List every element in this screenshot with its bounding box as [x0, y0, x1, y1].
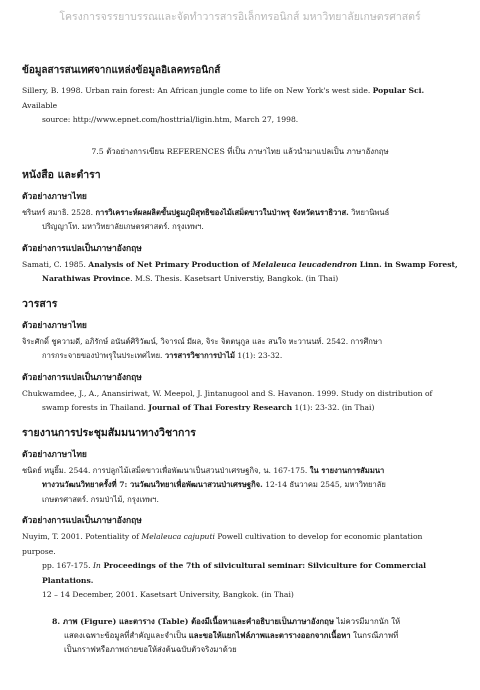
note-text: ไม่ควรมีมากนัก ให้ [333, 616, 401, 626]
thai-example-label: ตัวอย่างภาษาไทย [22, 191, 87, 202]
ref-title: ทางวนวัฒนวิทยาครั้งที่ 7: วนวัฒนวิทยาเพื่อพัฒนาสวนป่าเศรษฐกิจ. [42, 480, 263, 489]
ref-text: วิทยานิพนธ์ [348, 207, 390, 217]
ref-journal: Journal of Thai Forestry Research [148, 403, 293, 412]
note-text: แสดงเฉพาะข้อมูลที่สำคัญและจำเป็น [64, 630, 189, 640]
translated-example-label: ตัวอย่างการแปลเป็นภาษาอังกฤษ [22, 243, 142, 254]
note-text-bold: 8. ภาพ (Figure) และตาราง (Table) ต้องมีเนื้อหาและคำอธิบายเป็นภาษาอังกฤษ [52, 616, 334, 626]
reference-entry [22, 335, 458, 364]
ref-title: Analysis of Net Primary Production of [88, 259, 253, 269]
ref-text: ชรินทร์ สมาธิ. 2528. [22, 207, 96, 217]
ref-journal: Popular Sci. [372, 86, 425, 95]
ref-title: Linn. in Swamp Forest, [357, 259, 458, 269]
note-text-bold: และขอให้แยกไฟล์ภาพและตารางออกจากเนื้อหา [188, 630, 351, 640]
electronic-heading: ข้อมูลสารสนเทศจากแหล่งข้อมูลอิเลคทรอนิกส์ [22, 65, 221, 76]
reference-entry [22, 464, 458, 508]
ref-text: Chukwamdee, J., A., Anansiriwat, W. Meepol, J. Jintanugool and S. Havanon. 1999. Study on distribution of [22, 388, 433, 398]
ref-species: Melaleuca cajuputi [141, 532, 215, 541]
ref-text: การกระจายของป่าพรุในประเทศไทย. [42, 351, 165, 360]
section-journal [22, 295, 458, 416]
reference-entry [22, 84, 458, 128]
ref-title: การวิเคราะห์ผลผลิตขั้นปฐมภูมิสุทธิของไม้เสม็ดขาวในป่าพรุ จังหวัดนราธิวาส. [95, 207, 349, 217]
ref-text: Sillery, B. 1998. Urban rain forest: An African jungle come to life on New York's west side. [22, 86, 373, 95]
section-electronic [22, 63, 458, 128]
translated-example-label: ตัวอย่างการแปลเป็นภาษาอังกฤษ [22, 516, 142, 526]
section-proceedings [22, 424, 458, 603]
ref-title: ใน รายงานการสัมมนา [309, 465, 385, 475]
note-8 [22, 615, 458, 657]
thai-example-label: ตัวอย่างภาษาไทย [22, 449, 87, 460]
books-heading: หนังสือ และตำรา [22, 168, 101, 181]
ref-text: Powell cultivation to develop for economic plantation purpose. [22, 532, 423, 556]
ref-text: 1(1): 23-32. [235, 351, 283, 360]
ref-text: Available [22, 100, 58, 110]
ref-text: เกษตรศาสตร์. กรมป่าไม้, กรุงเทพฯ. [42, 494, 159, 504]
ref-title: Narathiwas Province [42, 274, 131, 283]
ref-text: จิระศักดิ์ ชูความดี, อภิรักษ์ อนันต์ศิริวัฒน์, วิจารณ์ มีผล, จิระ จิตตนุกูล และ สนใจ หะวานนท์. 2542. การศึกษา [22, 336, 383, 346]
ref-text: In [92, 561, 101, 570]
ref-text: 12 – 14 December, 2001. Kasetsart University, Bangkok. (in Thai) [42, 590, 294, 599]
ref-text: 12-14 ธันวาคม 2545, มหาวิทยาลัย [262, 480, 386, 489]
ref-text: 1(1): 23-32. (in Thai) [292, 403, 375, 412]
section-7-5-note: 7.5 ตัวอย่างการเขียน REFERENCES ที่เป็น ภาษาไทย แล้วนำมาแปลเป็น ภาษาอังกฤษ [91, 146, 389, 156]
ref-text: Samati, C. 1985. [22, 259, 89, 269]
thai-example-label: ตัวอย่างภาษาไทย [22, 320, 87, 331]
ref-text: pp. 167-175. [42, 561, 93, 570]
note-text: เป็นกราฟหรือภาพถ่ายขอให้ส่งต้นฉบับตัวจริงมาด้วย [64, 644, 237, 654]
proceedings-heading: รายงานการประชุมสัมมนาทางวิชาการ [22, 426, 196, 439]
reference-entry [22, 387, 458, 416]
ref-text: ปริญญาโท. มหาวิทยาลัยเกษตรศาสตร์. กรุงเทพฯ. [42, 222, 204, 231]
journal-heading: วารสาร [22, 297, 58, 310]
reference-entry [22, 258, 458, 287]
reference-entry [22, 530, 458, 603]
ref-source: source: http://www.epnet.com/hosttrial/ligin.htm, March 27, 1998. [42, 115, 299, 124]
note-text: ในกรณีภาพที่ [350, 630, 399, 640]
ref-species: Melaleuca leucadendron [252, 259, 358, 269]
ref-text: ชนิดย์ หนูยิ้ม. 2544. การปลูกไม้เสม็ดขาวเพื่อพัฒนาเป็นสวนป่าเศรษฐกิจ, น. 167-175. [22, 465, 310, 475]
ref-journal: วารสารวิชาการป่าไม้ [164, 351, 236, 360]
reference-entry [22, 206, 458, 235]
header-watermark: โครงการจรรยาบรรณและจัดทำวารสารอิเล็กทรอนิกส์ มหาวิทยาลัยเกษตรศาสตร์ [59, 11, 421, 23]
ref-text: Nuyim, T. 2001. Potentiality of [22, 532, 142, 541]
ref-text: . M.S. Thesis. Kasetsart Universtiy, Bangkok. (in Thai) [130, 274, 339, 283]
section-books [22, 166, 458, 287]
ref-title: Proceedings of the 7th of silvicultural seminar: Silviculture for Commercial Plantations. [42, 561, 427, 585]
ref-text: swamp forests in Thailand. [42, 403, 149, 412]
translated-example-label: ตัวอย่างการแปลเป็นภาษาอังกฤษ [22, 372, 142, 383]
